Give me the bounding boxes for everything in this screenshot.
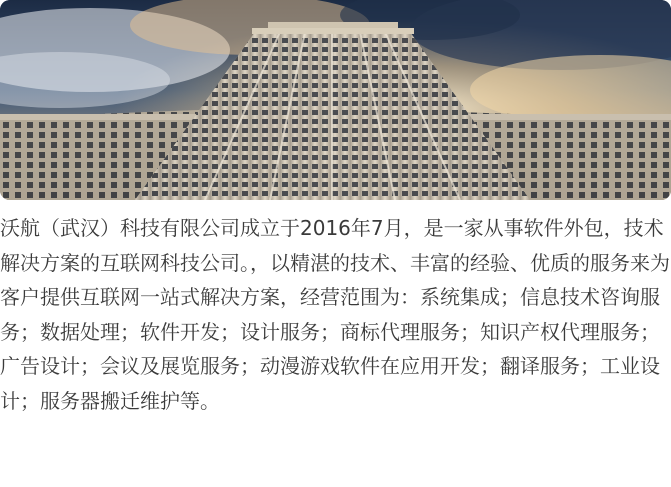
hero-building-image	[0, 0, 671, 200]
building-photo	[0, 0, 671, 200]
company-description: 沃航（武汉）科技有限公司成立于2016年7月，是一家从事软件外包，技术解决方案的互联网科技公司。，以精湛的技术、丰富的经验、优质的服务来为客户提供互联网一站式解决方案，经营范围为：系统集成；信息技术咨询服务；数据处理；软件开发；设计服务；商标代理服务；知识产权代理服务；广告设计；会议及展览服务；动漫游戏软件在应用开发；翻译服务；工业设计；服务器搬迁维护等。	[0, 216, 670, 413]
